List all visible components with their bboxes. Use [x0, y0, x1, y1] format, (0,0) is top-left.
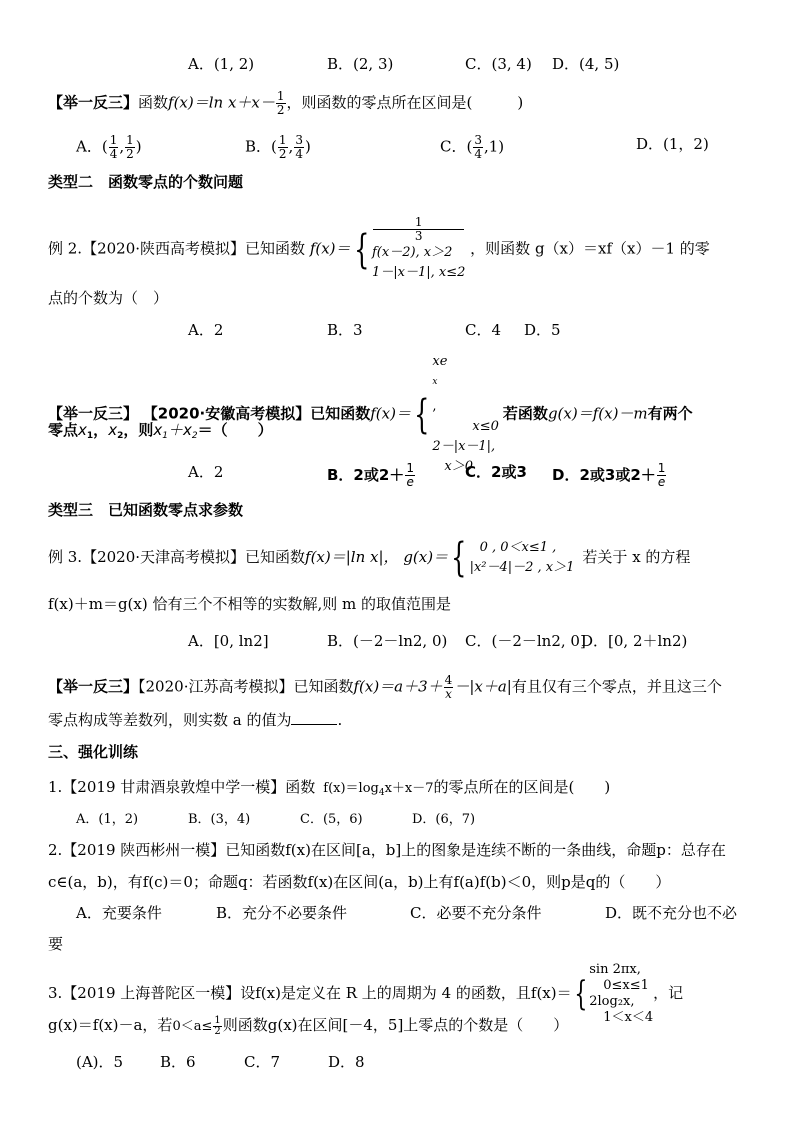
ju3-fraction: $\frac{4}{x}$: [444, 673, 453, 701]
ex3-line2: f(x)＋m＝g(x) 恰有三个不相等的实数解,则 m 的取值范围是: [48, 595, 452, 613]
ex3-tail: 若关于 x 的方程: [582, 548, 691, 566]
p1-formula: $f(x)=\log_4x+x-7$: [323, 781, 434, 798]
ex2-option-a: A．2: [188, 321, 224, 339]
ju2-tail1: 若函数: [502, 404, 548, 423]
ex2-option-d: D．5: [524, 321, 561, 339]
ju3-tail: 有且仅有三个零点，并且这三个: [511, 677, 722, 696]
p3-condition: 0＜a≤ $\frac{1}{2}$: [172, 1015, 221, 1037]
p1-option-a: A．(1，2): [76, 812, 139, 827]
ju2-stem: [48, 352, 693, 477]
p1-option-d: D．(6，7): [412, 812, 476, 827]
p2-option-b: B．充分不必要条件: [216, 904, 348, 922]
p3-brace: {: [573, 974, 587, 1014]
q0-option-c: C．(3, 4): [465, 55, 532, 73]
ju2-option-c: C．2或3: [465, 463, 527, 481]
p2-line1: 2.【2019 陕西彬州一模】已知函数f(x)在区间[a，b]上的图象是连续不断的一条曲线，命题p：总存在: [48, 841, 726, 859]
ex2-stem: [48, 216, 710, 283]
ex3-lead: 例 3.【2020·天津高考模拟】已知函数: [48, 548, 306, 566]
ju1-option-c: C．( $\frac{3}{4}$ ,1): [440, 133, 505, 161]
ex3-brace: {: [451, 535, 467, 581]
ex3-fx: f(x)＝|ln x|，: [305, 548, 399, 566]
ex2-lead: 例 2.【2020·陕西高考模拟】已知函数: [48, 239, 306, 258]
ex3-gx: g(x)＝: [403, 548, 449, 566]
ex3-option-c: C．(－2－ln2, 0]: [465, 632, 586, 650]
p1-option-b: B．(3，4): [188, 812, 251, 827]
ju3-answer-blank[interactable]: [291, 724, 337, 725]
ex3-stem: [48, 532, 690, 582]
ju1-option-d: D．(1，2): [636, 135, 709, 153]
ju3-stem: [48, 674, 722, 701]
section3-heading: 三、强化训练: [48, 743, 139, 761]
p2-wrap: 要: [48, 935, 64, 953]
ju2-option-a: A．2: [188, 463, 224, 481]
p3-option-a: (A)．5: [76, 1053, 124, 1071]
p1-option-c: C．(5，6): [300, 812, 363, 827]
ju1-formula: f(x)＝ln x＋x－: [168, 93, 275, 112]
ju1-stem-pre: 函数: [138, 93, 169, 112]
p2-option-c: C．必要不充分条件: [410, 904, 542, 922]
ju3-tag: 【举一反三】: [48, 677, 139, 696]
ju3-source: 【2020·江苏高考模拟】已知函数: [138, 677, 354, 696]
ju1-fraction: $\frac{1}{2}$: [276, 89, 285, 117]
p3-option-d: D．8: [328, 1053, 365, 1071]
type2-heading: 类型二 函数零点的个数问题: [48, 173, 244, 191]
p3-line2: g(x)＝f(x)－a，若0＜a≤ $\frac{1}{2}$ 则函数g(x)在区间[－4，5]上零点的个数是（ ）: [48, 1015, 569, 1037]
ju2-tag: 【举一反三】: [48, 404, 139, 423]
ju2-fx: f(x)＝: [370, 404, 411, 423]
ex2-option-c: C．4: [465, 321, 502, 339]
ju2-option-d: D．2或3或2＋ $\frac{1}{e}$: [552, 461, 666, 489]
ex3-option-a: A．[0, ln2]: [188, 632, 269, 650]
ex3-piecewise: 0 , 0＜x≤1 , |x²－4|－2 , x＞1: [469, 540, 575, 575]
q0-option-b: B．(2, 3): [327, 55, 394, 73]
ju2-line2: 零点$x_1$，$x_2$，则$x_1+x_2=$（ ）: [48, 421, 273, 441]
p2-line2: c∈(a，b)，有f(c)＝0；命题q：若函数f(x)在区间(a，b)上有f(a)f(b)＜0，则p是q的（ ）: [48, 873, 671, 891]
p3-option-c: C．7: [244, 1053, 281, 1071]
ju3-line2: 零点构成等差数列，则实数 a 的值为 .: [48, 711, 343, 729]
p3-piecewise: sin 2πx, 0≤x≤1 2log₂x, 1＜x＜4: [589, 962, 654, 1025]
q0-option-a: A．(1, 2): [188, 55, 255, 73]
ju2-brace: {: [414, 391, 430, 438]
p1-stem: 1.【2019 甘肃酒泉敦煌中学一模】函数 $f(x)=\log_4x+x-7$的零点所在的区间是( ): [48, 778, 611, 798]
ju1-option-a: A．( $\frac{1}{4}$ , $\frac{1}{2}$ ): [76, 133, 142, 161]
q0-option-d: D．(4, 5): [552, 55, 620, 73]
type3-heading: 类型三 已知函数零点求参数: [48, 501, 244, 519]
ex2-line2: 点的个数为（ ）: [48, 289, 169, 307]
ex2-fx: f(x)＝: [309, 239, 351, 258]
p3-option-b: B．6: [160, 1053, 196, 1071]
ex2-brace: {: [353, 226, 369, 273]
ju2-option-b: B．2或2＋ $\frac{1}{e}$: [327, 461, 414, 489]
ex2-option-b: B．3: [327, 321, 363, 339]
ju1-stem: [48, 90, 523, 117]
ju2-piecewise: xe $^x$ , x≤0 2－|x－1|, x＞0: [432, 354, 499, 474]
ju2-gx: g(x)＝f(x)－m: [547, 404, 648, 423]
ju1-option-b: B．( $\frac{1}{2}$ , $\frac{3}{4}$ ): [245, 133, 311, 161]
ex2-piecewise: 1 3 f(x－2), x＞2 1－|x－1|, x≤2: [371, 215, 466, 280]
ex2-tail: ，则函数 g（x）＝xf（x）－1 的零: [470, 239, 710, 258]
ju2-tail2: 有两个: [647, 404, 693, 423]
ju3-fx-pre: f(x)＝a＋3＋: [353, 677, 443, 696]
p2-option-d: D．既不充分也不必: [605, 904, 738, 922]
ex3-option-b: B．(－2－ln2, 0): [327, 632, 448, 650]
p3-stem: 3.【2019 上海普陀区一模】设f(x)是定义在 R 上的周期为 4 的函数，且f(x)＝{ sin 2πx, 0≤x≤1 2log₂x, 1＜x＜4 ，记: [48, 962, 684, 1025]
ju3-fx-post: －|x＋a|: [454, 677, 512, 696]
ju1-tag: 【举一反三】: [48, 93, 139, 112]
p3-fx: f(x)＝: [530, 984, 572, 1002]
p2-option-a: A．充要条件: [76, 904, 162, 922]
ju1-stem-post: ，则函数的零点所在区间是( ): [286, 93, 524, 112]
ju2-source: 【2020·安徽高考模拟】已知函数: [142, 404, 371, 423]
ex3-option-d: D．[0, 2＋ln2): [581, 632, 688, 650]
